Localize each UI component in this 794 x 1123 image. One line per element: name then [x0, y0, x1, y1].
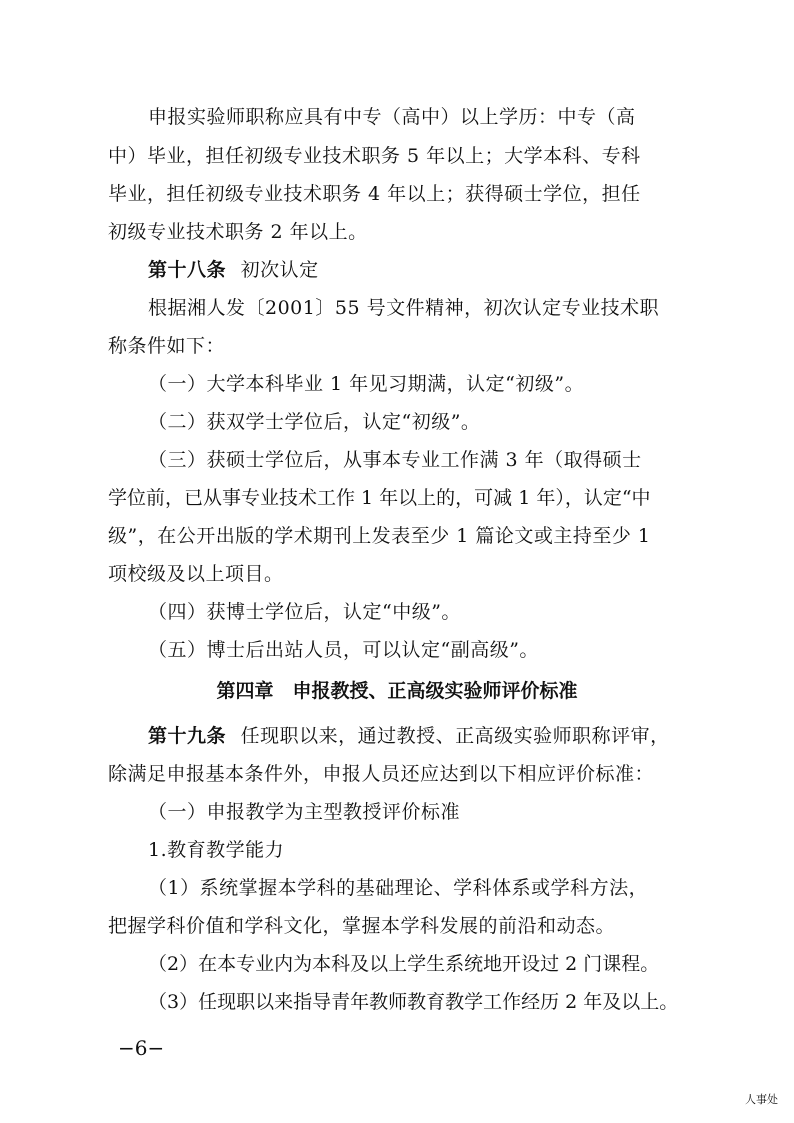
article-19-subsection-1: 1.教育教学能力 [148, 839, 285, 861]
article-19-point2: （2）在本专业内为本科及以上学生系统地开设过 2 门课程。 [148, 953, 660, 975]
article-18-title: 初次认定 [240, 259, 319, 281]
article-18-intro-line1: 根据湘人发〔2001〕55 号文件精神，初次认定专业技术职 [148, 297, 660, 319]
article-18-item5: （五）博士后出站人员，可以认定“副高级”。 [148, 639, 539, 661]
article-19-text-line2: 除满足申报基本条件外，申报人员还应达到以下相应评价标准： [108, 763, 655, 785]
article-19-label: 第十九条 [148, 725, 227, 747]
article-19-point1-line1: （1）系统掌握本学科的基础理论、学科体系或学科方法， [148, 877, 649, 899]
chapter-4-title: 第四章 申报教授、正高级实验师评价标准 [216, 680, 578, 702]
article-18-item2: （二）获双学士学位后，认定“初级”。 [148, 411, 481, 433]
article-19-line1 [148, 724, 670, 748]
article-18-label: 第十八条 [148, 259, 227, 281]
corner-note: 人事处 [745, 1093, 778, 1106]
article-19-point1-line2: 把握学科价值和学科文化，掌握本学科发展的前沿和动态。 [108, 915, 616, 937]
article-18-intro-line2: 称条件如下： [108, 335, 226, 357]
article-18-item3-line4: 项校级及以上项目。 [108, 563, 284, 585]
para1-line1: 申报实验师职称应具有中专（高中）以上学历：中专（高 [148, 106, 636, 128]
article-18-item3-line3: 级”，在公开出版的学术期刊上发表至少 1 篇论文或主持至少 1 [108, 525, 651, 547]
article-19-text-line1: 任现职以来，通过教授、正高级实验师职称评审， [240, 725, 670, 747]
article-18-item3-line2: 学位前，已从事专业技术工作 1 年以上的，可减 1 年），认定“中 [108, 487, 651, 509]
article-18-heading [148, 258, 319, 282]
article-18-item4: （四）获博士学位后，认定“中级”。 [148, 601, 461, 623]
para1-line2: 中）毕业，担任初级专业技术职务 5 年以上；大学本科、专科 [108, 145, 641, 167]
article-18-item3-line1: （三）获硕士学位后，从事本专业工作满 3 年（取得硕士 [148, 449, 642, 471]
article-18-item1: （一）大学本科毕业 1 年见习期满，认定“初级”。 [148, 373, 585, 395]
article-19-point3: （3）任现职以来指导青年教师教育教学工作经历 2 年及以上。 [148, 991, 679, 1013]
para1-line4: 初级专业技术职务 2 年以上。 [108, 221, 368, 243]
article-19-subheading: （一）申报教学为主型教授评价标准 [148, 801, 461, 823]
page-number: −6− [118, 1036, 165, 1060]
para1-line3: 毕业，担任初级专业技术职务 4 年以上；获得硕士学位，担任 [108, 183, 641, 205]
